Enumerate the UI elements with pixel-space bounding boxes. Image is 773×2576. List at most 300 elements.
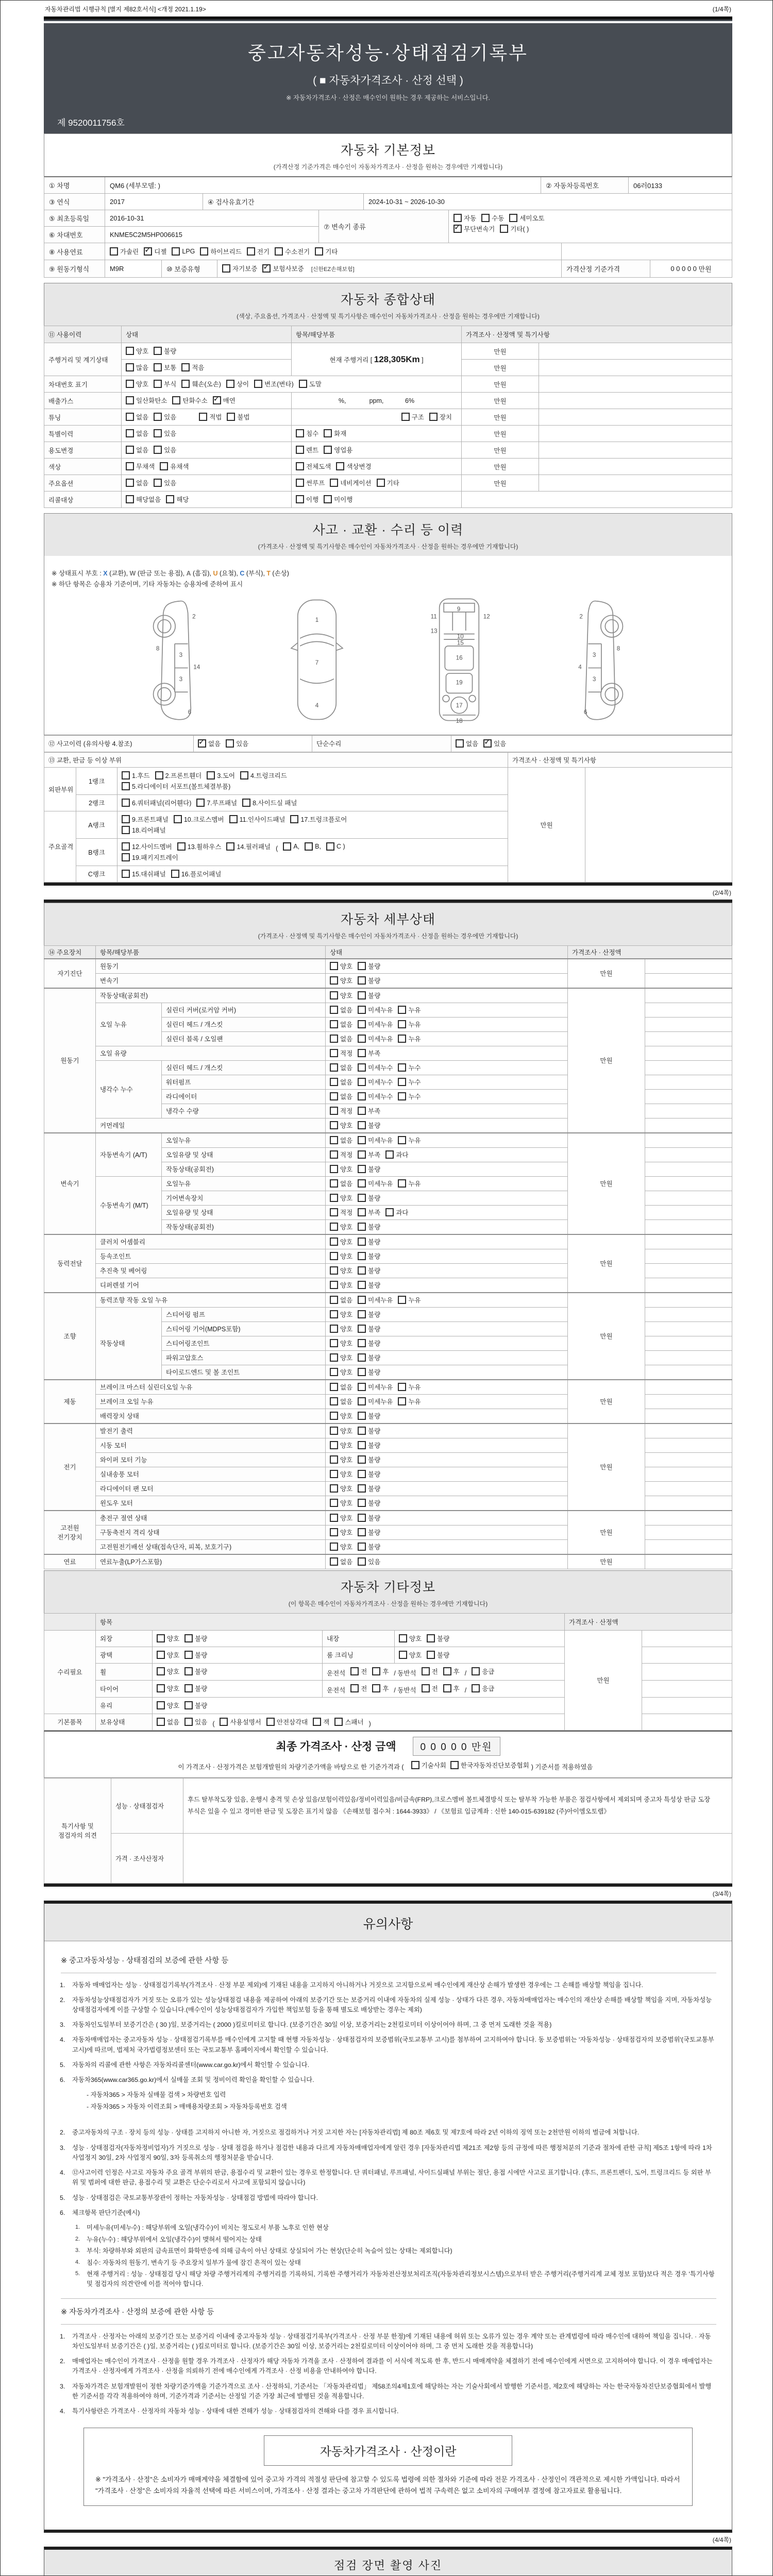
unchecked-box-icon[interactable] [472, 1667, 480, 1675]
checkbox-전기[interactable] [247, 247, 270, 256]
checkbox-11.인사이드패널[interactable] [229, 815, 285, 824]
unchecked-box-icon[interactable] [330, 1238, 338, 1246]
checkbox-썬루프[interactable] [296, 478, 325, 487]
unchecked-box-icon[interactable] [330, 1281, 338, 1289]
unchecked-box-icon[interactable] [154, 363, 162, 371]
unchecked-box-icon[interactable] [226, 739, 234, 748]
unchecked-box-icon[interactable] [330, 479, 338, 487]
checkbox-렌트[interactable] [296, 445, 318, 454]
unchecked-box-icon[interactable] [330, 1310, 338, 1318]
checkbox-4.트렁크리드[interactable] [240, 771, 287, 780]
unchecked-box-icon[interactable] [358, 1266, 366, 1275]
unchecked-box-icon[interactable] [283, 842, 291, 851]
unchecked-box-icon[interactable] [377, 479, 385, 487]
checkbox-불량[interactable] [184, 1634, 207, 1643]
checkbox-누유[interactable] [398, 1295, 421, 1304]
unchecked-box-icon[interactable] [398, 1397, 406, 1405]
checkbox-불량[interactable] [427, 1634, 449, 1643]
unchecked-box-icon[interactable] [330, 1107, 338, 1115]
unchecked-box-icon[interactable] [330, 1006, 338, 1014]
checkbox-있음[interactable] [154, 445, 176, 454]
checkbox-불량[interactable] [358, 1455, 380, 1464]
checkbox-6.쿼터패널(리어휀다)[interactable] [122, 798, 191, 807]
unchecked-box-icon[interactable] [330, 1049, 338, 1057]
checkbox-양호[interactable] [330, 1484, 352, 1493]
checkbox-양호[interactable] [330, 1469, 352, 1479]
unchecked-box-icon[interactable] [443, 1667, 451, 1675]
unchecked-box-icon[interactable] [315, 247, 323, 256]
checkbox-있음[interactable] [154, 478, 176, 487]
checkbox-기타( )[interactable] [500, 224, 529, 233]
checkbox-적정[interactable] [330, 1150, 352, 1159]
checkbox-불량[interactable] [358, 1266, 380, 1275]
unchecked-box-icon[interactable] [472, 1684, 480, 1692]
checkbox-해당[interactable] [166, 495, 189, 504]
checkbox-없음[interactable] [330, 1005, 352, 1014]
checkbox-불량[interactable] [358, 1367, 380, 1377]
checked-box-icon[interactable] [213, 396, 221, 404]
checkbox-양호[interactable] [330, 1542, 352, 1551]
unchecked-box-icon[interactable] [330, 1470, 338, 1478]
unchecked-box-icon[interactable] [330, 1092, 338, 1100]
checkbox-보험사보증[interactable] [262, 264, 304, 273]
checkbox-없음[interactable] [330, 1034, 352, 1043]
checkbox-네비게이션[interactable] [330, 478, 371, 487]
unchecked-box-icon[interactable] [330, 1397, 338, 1405]
checkbox-매연[interactable] [213, 396, 236, 405]
unchecked-box-icon[interactable] [500, 225, 508, 233]
unchecked-box-icon[interactable] [196, 799, 205, 807]
checkbox-양호[interactable] [330, 1121, 352, 1130]
unchecked-box-icon[interactable] [330, 1194, 338, 1202]
checkbox-응급[interactable] [472, 1684, 494, 1693]
checkbox-양호[interactable] [330, 1222, 352, 1231]
checkbox-색상변경[interactable] [336, 462, 371, 471]
unchecked-box-icon[interactable] [154, 413, 162, 421]
unchecked-box-icon[interactable] [122, 771, 130, 779]
unchecked-box-icon[interactable] [398, 1035, 406, 1043]
unchecked-box-icon[interactable] [157, 1634, 165, 1642]
checkbox-기타[interactable] [377, 478, 399, 487]
unchecked-box-icon[interactable] [122, 815, 130, 823]
unchecked-box-icon[interactable] [330, 1121, 338, 1129]
unchecked-box-icon[interactable] [358, 1107, 366, 1115]
checkbox-불량[interactable] [184, 1684, 207, 1693]
checkbox-미세누수[interactable] [358, 1063, 393, 1072]
unchecked-box-icon[interactable] [154, 380, 162, 388]
unchecked-box-icon[interactable] [157, 1701, 165, 1709]
checked-box-icon[interactable] [262, 264, 271, 273]
unchecked-box-icon[interactable] [160, 462, 168, 470]
unchecked-box-icon[interactable] [126, 363, 134, 371]
checkbox-없음[interactable] [330, 1179, 352, 1188]
unchecked-box-icon[interactable] [154, 347, 162, 355]
unchecked-box-icon[interactable] [453, 214, 462, 222]
unchecked-box-icon[interactable] [266, 1718, 275, 1726]
checkbox-17.트렁크플로어[interactable] [290, 815, 347, 824]
unchecked-box-icon[interactable] [330, 976, 338, 985]
unchecked-box-icon[interactable] [358, 1412, 366, 1420]
unchecked-box-icon[interactable] [358, 1368, 366, 1376]
checkbox-누유[interactable] [398, 1034, 421, 1043]
checkbox-불량[interactable] [358, 1121, 380, 1130]
checkbox-불량[interactable] [358, 1338, 380, 1348]
unchecked-box-icon[interactable] [358, 1006, 366, 1014]
unchecked-box-icon[interactable] [358, 1179, 366, 1188]
unchecked-box-icon[interactable] [350, 1667, 359, 1675]
unchecked-box-icon[interactable] [358, 1499, 366, 1507]
unchecked-box-icon[interactable] [172, 247, 180, 256]
unchecked-box-icon[interactable] [330, 1412, 338, 1420]
checkbox-탄화수소[interactable] [172, 396, 207, 405]
unchecked-box-icon[interactable] [399, 1634, 407, 1642]
unchecked-box-icon[interactable] [126, 479, 134, 487]
checkbox-양호[interactable] [330, 1513, 352, 1522]
checkbox-없음[interactable] [157, 1717, 179, 1726]
unchecked-box-icon[interactable] [358, 1194, 366, 1202]
unchecked-box-icon[interactable] [200, 247, 208, 256]
unchecked-box-icon[interactable] [398, 1006, 406, 1014]
checkbox-있음[interactable] [226, 739, 248, 748]
checkbox-없음[interactable] [198, 739, 221, 748]
checkbox-화재[interactable] [324, 429, 346, 438]
unchecked-box-icon[interactable] [358, 1528, 366, 1536]
unchecked-box-icon[interactable] [358, 1383, 366, 1391]
unchecked-box-icon[interactable] [174, 815, 182, 823]
checkbox-부족[interactable] [358, 1106, 380, 1115]
unchecked-box-icon[interactable] [122, 799, 130, 807]
unchecked-box-icon[interactable] [296, 495, 304, 503]
unchecked-box-icon[interactable] [330, 1543, 338, 1551]
unchecked-box-icon[interactable] [122, 826, 130, 834]
checkbox-미이행[interactable] [324, 495, 352, 504]
checkbox-없음[interactable] [330, 1382, 352, 1392]
unchecked-box-icon[interactable] [330, 991, 338, 999]
unchecked-box-icon[interactable] [177, 842, 186, 851]
checkbox-불량[interactable] [358, 1237, 380, 1246]
unchecked-box-icon[interactable] [126, 396, 134, 404]
unchecked-box-icon[interactable] [358, 962, 366, 970]
checkbox-후[interactable] [372, 1667, 389, 1676]
unchecked-box-icon[interactable] [398, 1383, 406, 1391]
unchecked-box-icon[interactable] [358, 1470, 366, 1478]
checkbox-9.프론트패널[interactable] [122, 815, 169, 824]
checkbox-누수[interactable] [398, 1063, 421, 1072]
unchecked-box-icon[interactable] [181, 380, 190, 388]
unchecked-box-icon[interactable] [358, 1136, 366, 1144]
unchecked-box-icon[interactable] [398, 1063, 406, 1072]
unchecked-box-icon[interactable] [122, 870, 130, 878]
unchecked-box-icon[interactable] [227, 413, 235, 421]
unchecked-box-icon[interactable] [358, 976, 366, 985]
checkbox-LPG[interactable] [172, 247, 195, 256]
checkbox-13.휠하우스[interactable] [177, 842, 222, 851]
checkbox-불량[interactable] [358, 1440, 380, 1450]
checkbox-12.사이드멤버[interactable] [122, 842, 172, 851]
unchecked-box-icon[interactable] [157, 1718, 165, 1726]
unchecked-box-icon[interactable] [122, 842, 130, 851]
unchecked-box-icon[interactable] [358, 1150, 366, 1159]
unchecked-box-icon[interactable] [358, 1557, 366, 1566]
checkbox-적정[interactable] [330, 1106, 352, 1115]
checkbox-불량[interactable] [358, 1251, 380, 1261]
checkbox-양호[interactable] [330, 1455, 352, 1464]
unchecked-box-icon[interactable] [330, 1150, 338, 1159]
unchecked-box-icon[interactable] [326, 842, 334, 851]
checkbox-양호[interactable] [157, 1650, 179, 1659]
unchecked-box-icon[interactable] [358, 1092, 366, 1100]
checkbox-불량[interactable] [184, 1701, 207, 1710]
checkbox-미세누유[interactable] [358, 1397, 393, 1406]
checkbox-불량[interactable] [358, 976, 380, 985]
unchecked-box-icon[interactable] [358, 1063, 366, 1072]
checkbox-C )[interactable] [326, 842, 345, 851]
unchecked-box-icon[interactable] [126, 446, 134, 454]
checkbox-불량[interactable] [358, 1310, 380, 1319]
unchecked-box-icon[interactable] [330, 1208, 338, 1216]
unchecked-box-icon[interactable] [222, 264, 230, 273]
unchecked-box-icon[interactable] [358, 1281, 366, 1289]
checkbox-자기보증[interactable] [222, 264, 257, 273]
checked-box-icon[interactable] [453, 225, 462, 233]
checkbox-18.리어패널[interactable] [122, 825, 166, 835]
unchecked-box-icon[interactable] [330, 1252, 338, 1260]
checkbox-누수[interactable] [398, 1092, 421, 1101]
unchecked-box-icon[interactable] [330, 1339, 338, 1347]
checkbox-없음[interactable] [330, 1295, 352, 1304]
unchecked-box-icon[interactable] [247, 247, 255, 256]
checkbox-무단변속기[interactable] [453, 224, 495, 233]
unchecked-box-icon[interactable] [358, 1049, 366, 1057]
checkbox-없음[interactable] [330, 1136, 352, 1145]
unchecked-box-icon[interactable] [122, 853, 130, 861]
unchecked-box-icon[interactable] [330, 1165, 338, 1173]
checkbox-훼손(오손)[interactable] [181, 379, 221, 388]
unchecked-box-icon[interactable] [275, 247, 283, 256]
checkbox-양호[interactable] [330, 1310, 352, 1319]
checkbox-후[interactable] [443, 1684, 460, 1693]
checkbox-후[interactable] [372, 1684, 389, 1693]
checkbox-불량[interactable] [358, 1280, 380, 1290]
checkbox-19.패키지트레이[interactable] [122, 853, 178, 862]
unchecked-box-icon[interactable] [330, 1383, 338, 1391]
unchecked-box-icon[interactable] [126, 347, 134, 355]
checkbox-불량[interactable] [358, 1324, 380, 1333]
checkbox-안전삼각대[interactable] [266, 1717, 308, 1726]
checkbox-유채색[interactable] [160, 462, 189, 471]
checkbox-양호[interactable] [330, 1164, 352, 1174]
checkbox-불량[interactable] [358, 1542, 380, 1551]
checkbox-없음[interactable] [330, 1397, 352, 1406]
checkbox-부족[interactable] [358, 1208, 380, 1217]
checkbox-적정[interactable] [330, 1048, 352, 1058]
unchecked-box-icon[interactable] [313, 1718, 321, 1726]
unchecked-box-icon[interactable] [456, 739, 464, 748]
checked-box-icon[interactable] [483, 739, 492, 748]
checkbox-없음[interactable] [330, 1077, 352, 1087]
checkbox-응급[interactable] [472, 1667, 494, 1676]
unchecked-box-icon[interactable] [330, 1455, 338, 1464]
checkbox-없음[interactable] [126, 445, 148, 454]
unchecked-box-icon[interactable] [398, 1092, 406, 1100]
unchecked-box-icon[interactable] [154, 446, 162, 454]
unchecked-box-icon[interactable] [126, 429, 134, 437]
unchecked-box-icon[interactable] [422, 1684, 430, 1692]
checkbox-무채색[interactable] [126, 462, 155, 471]
unchecked-box-icon[interactable] [330, 962, 338, 970]
checkbox-도말[interactable] [299, 379, 322, 388]
checkbox-양호[interactable] [399, 1650, 422, 1659]
unchecked-box-icon[interactable] [184, 1701, 193, 1709]
checkbox-불량[interactable] [358, 961, 380, 971]
checkbox-있음[interactable] [358, 1557, 380, 1566]
unchecked-box-icon[interactable] [184, 1684, 193, 1692]
checkbox-보통[interactable] [154, 363, 176, 372]
unchecked-box-icon[interactable] [385, 1150, 394, 1159]
checkbox-불량[interactable] [358, 1498, 380, 1507]
checkbox-없음[interactable] [126, 478, 148, 487]
checkbox-일산화탄소[interactable] [126, 396, 167, 405]
checkbox-불법[interactable] [227, 412, 249, 421]
checkbox-불량[interactable] [358, 991, 380, 1000]
checkbox-불량[interactable] [358, 1411, 380, 1420]
checkbox-양호[interactable] [330, 976, 352, 985]
checkbox-불량[interactable] [427, 1650, 449, 1659]
checkbox-누유[interactable] [398, 1179, 421, 1188]
unchecked-box-icon[interactable] [443, 1684, 451, 1692]
checkbox-없음[interactable] [456, 739, 478, 748]
checkbox-불량[interactable] [184, 1667, 207, 1676]
checkbox-미세누유[interactable] [358, 1295, 393, 1304]
unchecked-box-icon[interactable] [324, 429, 332, 437]
unchecked-box-icon[interactable] [330, 1078, 338, 1086]
unchecked-box-icon[interactable] [126, 380, 134, 388]
unchecked-box-icon[interactable] [429, 413, 438, 421]
checkbox-누수[interactable] [398, 1077, 421, 1087]
unchecked-box-icon[interactable] [334, 1718, 343, 1726]
unchecked-box-icon[interactable] [299, 380, 307, 388]
checkbox-누유[interactable] [398, 1382, 421, 1392]
unchecked-box-icon[interactable] [305, 842, 313, 851]
unchecked-box-icon[interactable] [358, 991, 366, 999]
checkbox-누유[interactable] [398, 1136, 421, 1145]
checkbox-15.대쉬패널[interactable] [122, 869, 166, 878]
checkbox-양호[interactable] [330, 1324, 352, 1333]
checkbox-7.루프패널[interactable] [196, 798, 237, 807]
unchecked-box-icon[interactable] [330, 1223, 338, 1231]
checkbox-기타[interactable] [315, 247, 338, 256]
checkbox-불량[interactable] [358, 1513, 380, 1522]
unchecked-box-icon[interactable] [358, 1078, 366, 1086]
unchecked-box-icon[interactable] [330, 1557, 338, 1566]
checkbox-변조(변타)[interactable] [254, 379, 294, 388]
checkbox-양호[interactable] [330, 991, 352, 1000]
checkbox-하이브리드[interactable] [200, 247, 241, 256]
unchecked-box-icon[interactable] [358, 1165, 366, 1173]
checkbox-이행[interactable] [296, 495, 318, 504]
checkbox-불량[interactable] [358, 1469, 380, 1479]
unchecked-box-icon[interactable] [330, 1484, 338, 1493]
unchecked-box-icon[interactable] [358, 1455, 366, 1464]
unchecked-box-icon[interactable] [126, 495, 134, 503]
checkbox-양호[interactable] [157, 1684, 179, 1693]
checkbox-있음[interactable] [483, 739, 506, 748]
unchecked-box-icon[interactable] [398, 1296, 406, 1304]
checkbox-미세누유[interactable] [358, 1034, 393, 1043]
checkbox-누유[interactable] [398, 1020, 421, 1029]
checkbox-없음[interactable] [330, 1020, 352, 1029]
checkbox-디젤[interactable] [144, 247, 166, 256]
checkbox-불량[interactable] [184, 1650, 207, 1659]
checkbox-전[interactable] [422, 1667, 438, 1676]
unchecked-box-icon[interactable] [330, 1325, 338, 1333]
checkbox-2.프론트휀더[interactable] [155, 771, 202, 780]
unchecked-box-icon[interactable] [358, 1035, 366, 1043]
checkbox-A,[interactable] [283, 842, 299, 851]
checkbox-양호[interactable] [330, 1338, 352, 1348]
unchecked-box-icon[interactable] [330, 1035, 338, 1043]
checkbox-영업용[interactable] [324, 445, 352, 454]
unchecked-box-icon[interactable] [358, 1223, 366, 1231]
checkbox-누유[interactable] [398, 1005, 421, 1014]
unchecked-box-icon[interactable] [157, 1684, 165, 1692]
checkbox-3.도어[interactable] [207, 771, 235, 780]
checkbox-전[interactable] [422, 1684, 438, 1693]
unchecked-box-icon[interactable] [290, 815, 298, 823]
checked-box-icon[interactable] [144, 247, 152, 256]
unchecked-box-icon[interactable] [199, 413, 207, 421]
unchecked-box-icon[interactable] [296, 446, 304, 454]
checkbox-부식[interactable] [154, 379, 176, 388]
unchecked-box-icon[interactable] [358, 1296, 366, 1304]
checkbox-양호[interactable] [330, 1498, 352, 1507]
unchecked-box-icon[interactable] [330, 1427, 338, 1435]
checkbox-사용설명서[interactable] [220, 1717, 261, 1726]
unchecked-box-icon[interactable] [207, 771, 215, 779]
unchecked-box-icon[interactable] [324, 446, 332, 454]
checkbox-양호[interactable] [330, 1193, 352, 1202]
checkbox-장치[interactable] [429, 412, 452, 421]
unchecked-box-icon[interactable] [154, 479, 162, 487]
unchecked-box-icon[interactable] [336, 462, 344, 470]
unchecked-box-icon[interactable] [398, 1078, 406, 1086]
unchecked-box-icon[interactable] [398, 1136, 406, 1144]
unchecked-box-icon[interactable] [330, 1020, 338, 1028]
unchecked-box-icon[interactable] [398, 1020, 406, 1028]
unchecked-box-icon[interactable] [358, 1020, 366, 1028]
unchecked-box-icon[interactable] [330, 1179, 338, 1188]
checkbox-많음[interactable] [126, 363, 148, 372]
unchecked-box-icon[interactable] [324, 495, 332, 503]
checkbox-양호[interactable] [330, 1426, 352, 1435]
unchecked-box-icon[interactable] [126, 462, 134, 470]
checkbox-적음[interactable] [181, 363, 204, 372]
unchecked-box-icon[interactable] [296, 479, 304, 487]
checkbox-미세누유[interactable] [358, 1382, 393, 1392]
unchecked-box-icon[interactable] [229, 815, 238, 823]
checkbox-양호[interactable] [157, 1701, 179, 1710]
unchecked-box-icon[interactable] [358, 1484, 366, 1493]
checkbox-10.크로스멤버[interactable] [174, 815, 224, 824]
checkbox-양호[interactable] [330, 961, 352, 971]
unchecked-box-icon[interactable] [427, 1634, 435, 1642]
checkbox-없음[interactable] [126, 412, 148, 421]
checkbox-스패너[interactable] [334, 1717, 363, 1726]
unchecked-box-icon[interactable] [427, 1651, 435, 1659]
checkbox-적법[interactable] [199, 412, 222, 421]
checkbox-불량[interactable] [358, 1193, 380, 1202]
unchecked-box-icon[interactable] [181, 363, 190, 371]
